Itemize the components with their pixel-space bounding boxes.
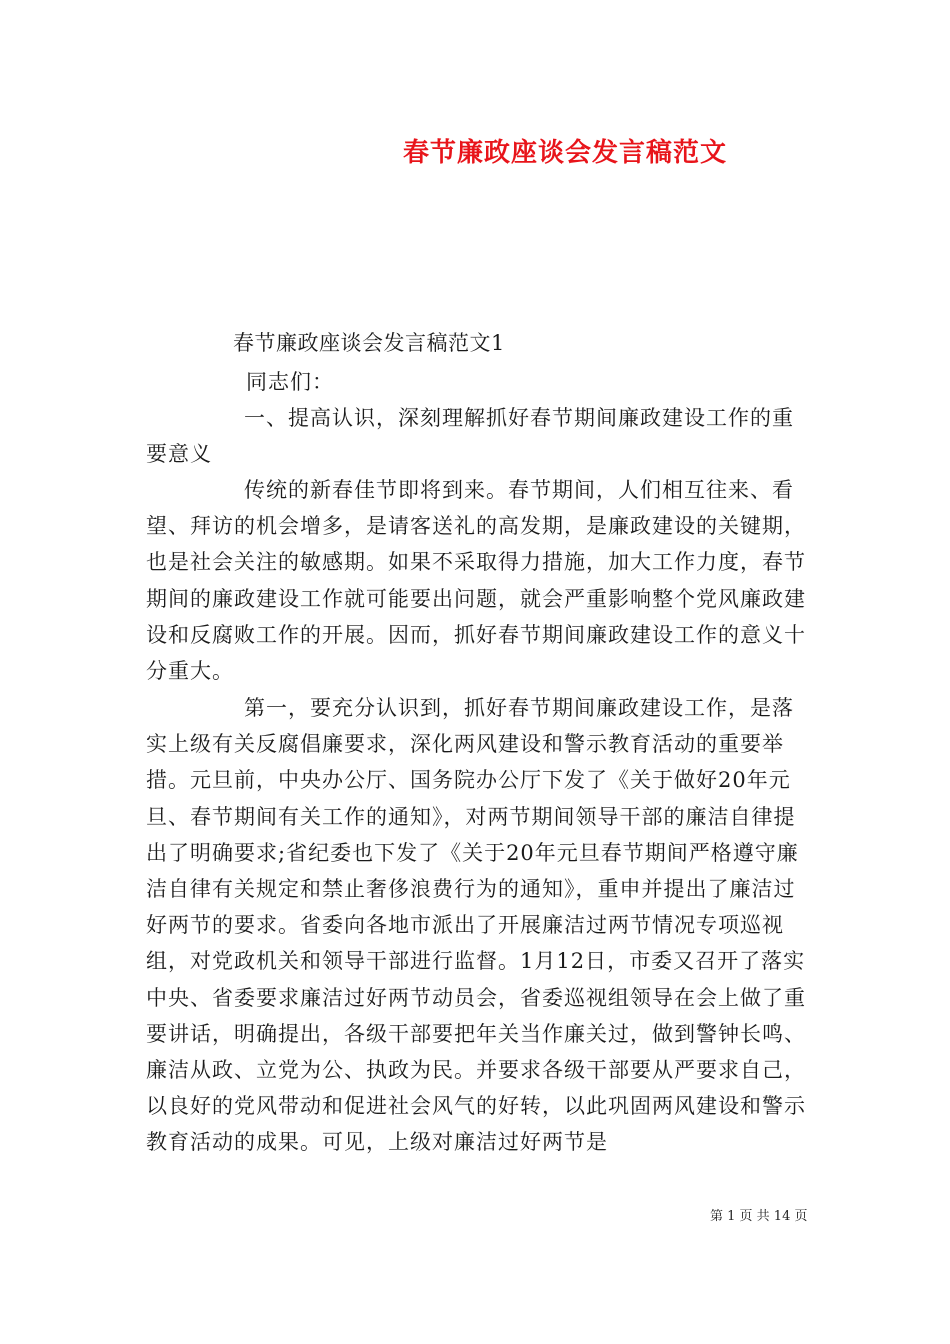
salutation: 同志们： [246, 370, 334, 394]
document-subtitle: 春节廉政座谈会发言稿范文1 [233, 331, 505, 355]
paragraph-3 [146, 690, 806, 1161]
document-title: 春节廉政座谈会发言稿范文 [402, 138, 727, 168]
paragraph-2 [146, 472, 806, 689]
paragraph-2-text: 传统的新春佳节即将到来。春节期间，人们相互往来、看望、拜访的机会增多，是请客送礼的高发期，是廉政建设的关键期，也是社会关注的敏感期。如果不采取得力措施，加大工作力度，春节期间的廉政建设工作就可能要出问题，就会严重影响整个党风廉政建设和反腐败工作的开展。因而，抓好春节期间廉政建设工作的意义十分重大。 [146, 478, 806, 684]
paragraph-3-text: 第一，要充分认识到，抓好春节期间廉政建设工作，是落实上级有关反腐倡廉要求，深化两风建设和警示教育活动的重要举措。元旦前，中央办公厅、国务院办公厅下发了《关于做好20年元旦、春节期间有关工作的通知》，对两节期间领导干部的廉洁自律提出了明确要求;省纪委也下发了《关于20年元旦春节期间严格遵守廉洁自律有关规定和禁止奢侈浪费行为的通知》，重申并提出了廉洁过好两节的要求。省委向各地市派出了开展廉洁过两节情况专项巡视组，对党政机关和领导干部进行监督。1月12日，市委又召开了落实中央、省委要求廉洁过好两节动员会，省委巡视组领导在会上做了重要讲话，明确提出，各级干部要把年关当作廉关过，做到警钟长鸣、廉洁从政、立党为公、执政为民。并要求各级干部要从严要求自己，以良好的党风带动和促进社会风气的好转，以此巩固两风建设和警示教育活动的成果。可见，上级对廉洁过好两节是 [146, 696, 806, 1155]
page-footer: 第 1 页 共 14 页 [710, 1209, 808, 1224]
paragraph-1-text: 一、提高认识，深刻理解抓好春节期间廉政建设工作的重要意义 [146, 406, 794, 467]
paragraph-1 [146, 400, 806, 472]
